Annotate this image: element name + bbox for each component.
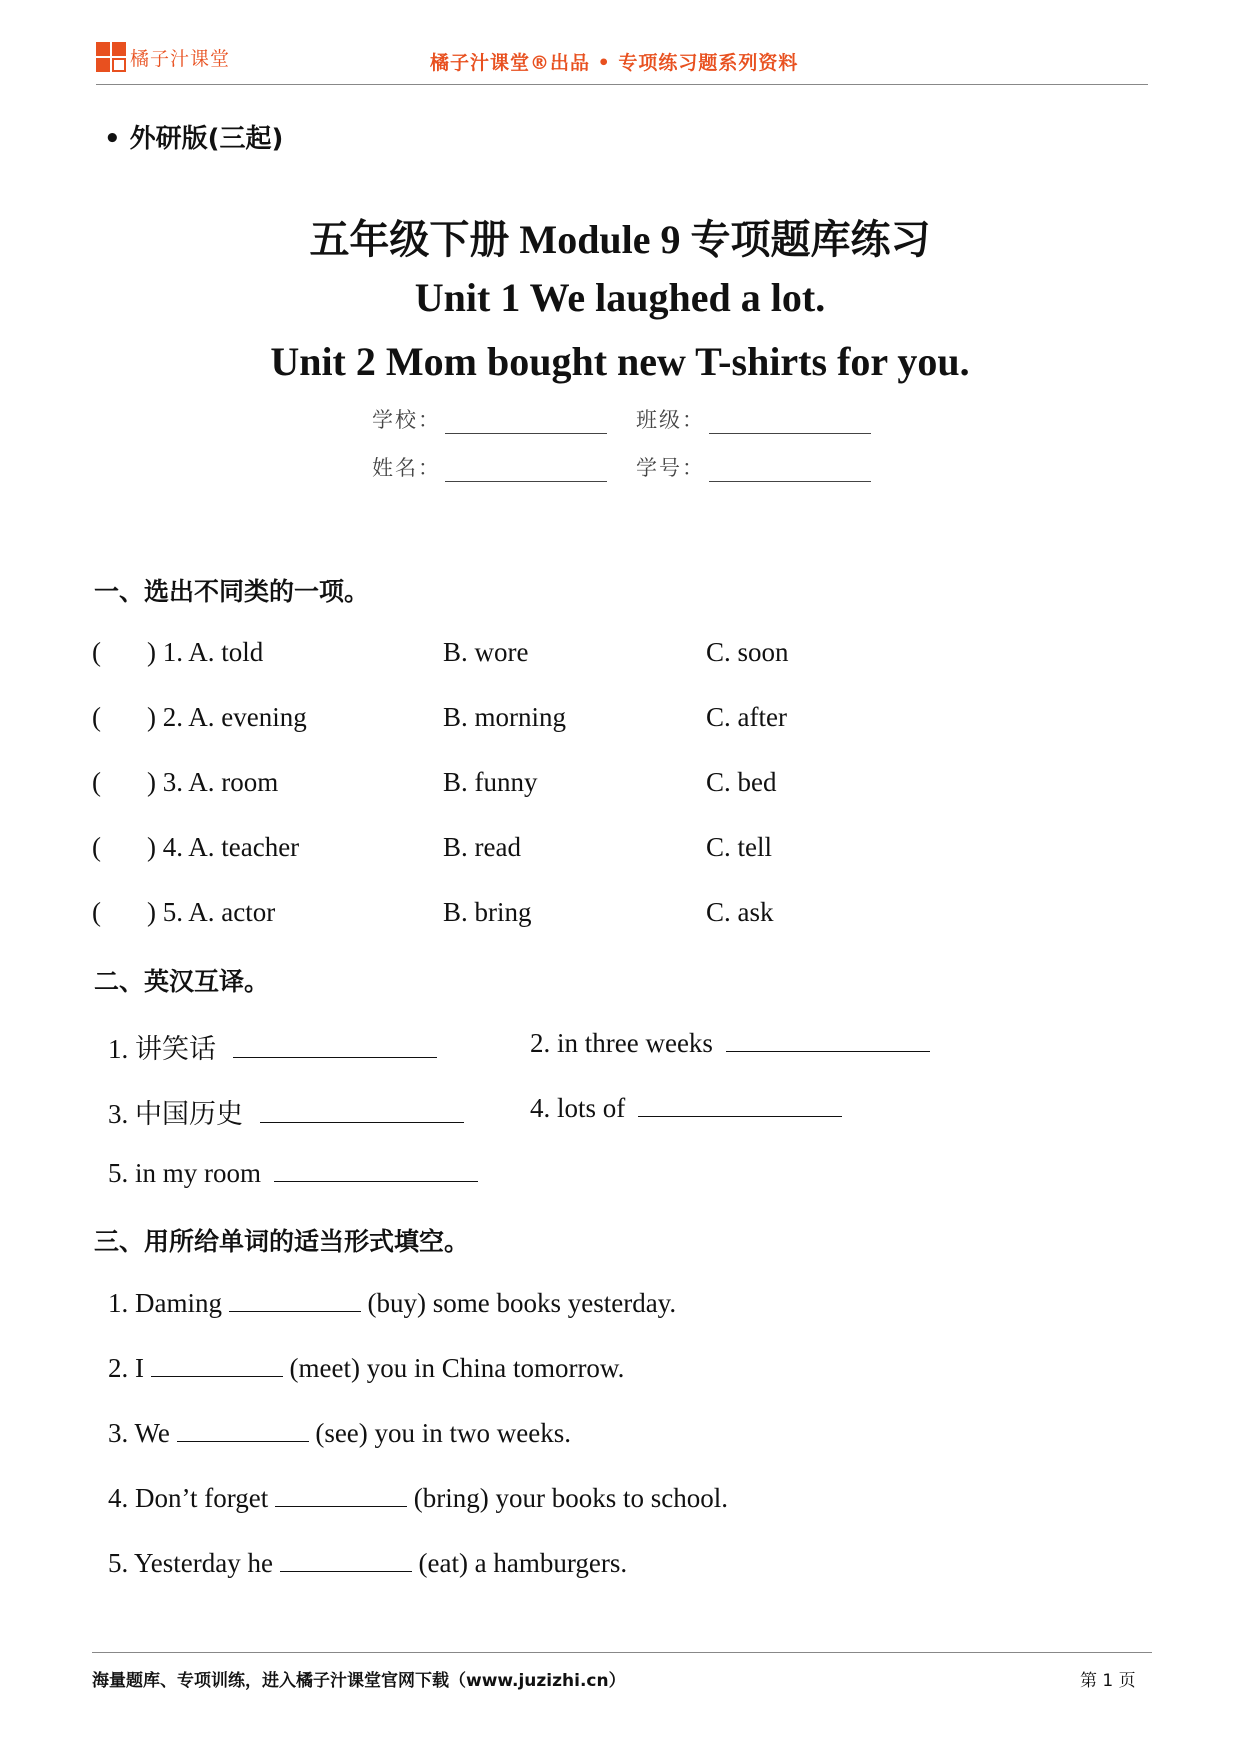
question-option-a: ) 2. A. evening: [147, 702, 307, 732]
brand-name: 橘子汁课堂: [130, 48, 231, 70]
unit2-title: Unit 2 Mom bought new T-shirts for you.: [270, 339, 970, 384]
question-option-b: B. funny: [443, 767, 538, 797]
header-divider: [96, 84, 1148, 85]
footer-divider: [92, 1652, 1152, 1653]
question-option-c: C. after: [706, 702, 787, 732]
section1-heading: 一、选出不同类的一项。: [94, 577, 370, 606]
question-option-c: C. ask: [706, 897, 774, 927]
answer-paren[interactable]: (: [92, 637, 101, 667]
question-option-c: C. bed: [706, 767, 777, 797]
question-option-c: C. soon: [706, 637, 789, 667]
number-label: 学号：: [636, 456, 705, 480]
class-label: 班级：: [636, 408, 705, 432]
list-item: [108, 1027, 437, 1066]
brand-logo-icon: [96, 42, 126, 72]
answer-blank[interactable]: [260, 1098, 464, 1123]
section3-heading: 三、用所给单词的适当形式填空。: [94, 1227, 470, 1256]
name-label: 姓名：: [372, 456, 441, 480]
page-title: 五年级下册 Module 9 专项题库练习: [309, 217, 931, 262]
school-field: [372, 404, 607, 434]
edition-label: • 外研版(三起): [104, 124, 284, 154]
list-item: [92, 637, 263, 668]
question-option-a: ) 4. A. teacher: [147, 832, 300, 862]
translation-prompt: 2. in three weeks: [530, 1028, 713, 1058]
header-title: 橘子汁课堂®出品 • 专项练习题系列资料: [430, 52, 799, 74]
school-blank[interactable]: [445, 413, 607, 434]
answer-paren[interactable]: (: [92, 832, 101, 862]
sentence-start: 5. Yesterday he: [108, 1548, 273, 1578]
sentence-end: (meet) you in China tomorrow.: [289, 1353, 625, 1383]
sentence-start: 4. Don’t forget: [108, 1483, 269, 1513]
list-item: [530, 1092, 842, 1124]
list-item: [108, 1157, 478, 1189]
list-item: [108, 1352, 624, 1384]
translation-prompt: 3. 中国历史: [108, 1099, 243, 1129]
sentence-end: (see) you in two weeks.: [315, 1418, 572, 1448]
answer-blank[interactable]: [229, 1287, 361, 1312]
list-item: [108, 1417, 571, 1449]
answer-blank[interactable]: [177, 1417, 309, 1442]
question-option-c: C. tell: [706, 832, 772, 862]
question-option-b: B. wore: [443, 637, 529, 667]
list-item: [92, 767, 278, 798]
question-option-b: B. morning: [443, 702, 567, 732]
question-option-b: B. read: [443, 832, 521, 862]
class-blank[interactable]: [709, 413, 871, 434]
number-blank[interactable]: [709, 461, 871, 482]
answer-blank[interactable]: [233, 1033, 437, 1058]
sentence-end: (buy) some books yesterday.: [367, 1288, 677, 1318]
translation-prompt: 1. 讲笑话: [108, 1034, 216, 1064]
list-item: [92, 897, 275, 928]
list-item: [108, 1547, 627, 1579]
answer-blank[interactable]: [726, 1027, 930, 1052]
answer-blank[interactable]: [275, 1482, 407, 1507]
list-item: [108, 1287, 676, 1319]
number-field: [636, 452, 871, 482]
name-field: [372, 452, 607, 482]
sentence-end: (eat) a hamburgers.: [418, 1548, 628, 1578]
answer-paren[interactable]: (: [92, 767, 101, 797]
sentence-start: 3. We: [108, 1418, 170, 1448]
question-option-b: B. bring: [443, 897, 532, 927]
question-option-a: ) 1. A. told: [147, 637, 264, 667]
section2-heading: 二、英汉互译。: [94, 967, 270, 996]
list-item: [530, 1027, 930, 1059]
list-item: [92, 702, 307, 733]
class-field: [636, 404, 871, 434]
unit1-title: Unit 1 We laughed a lot.: [414, 275, 826, 320]
footer-text: 海量题库、专项训练，进入橘子汁课堂官网下载（www.juzizhi.cn）: [92, 1671, 626, 1691]
sentence-start: 2. I: [108, 1353, 144, 1383]
list-item: [92, 832, 299, 863]
answer-paren[interactable]: (: [92, 702, 101, 732]
answer-blank[interactable]: [151, 1352, 283, 1377]
answer-blank[interactable]: [274, 1157, 478, 1182]
name-blank[interactable]: [445, 461, 607, 482]
question-option-a: ) 5. A. actor: [147, 897, 276, 927]
answer-blank[interactable]: [638, 1092, 842, 1117]
answer-paren[interactable]: (: [92, 897, 101, 927]
translation-prompt: 4. lots of: [530, 1093, 626, 1123]
list-item: [108, 1092, 464, 1131]
translation-prompt: 5. in my room: [108, 1158, 261, 1188]
answer-blank[interactable]: [280, 1547, 412, 1572]
school-label: 学校：: [372, 408, 441, 432]
page-number: 第 1 页: [1080, 1671, 1136, 1691]
question-option-a: ) 3. A. room: [147, 767, 279, 797]
list-item: [108, 1482, 728, 1514]
sentence-start: 1. Daming: [108, 1288, 222, 1318]
sentence-end: (bring) your books to school.: [413, 1483, 728, 1513]
